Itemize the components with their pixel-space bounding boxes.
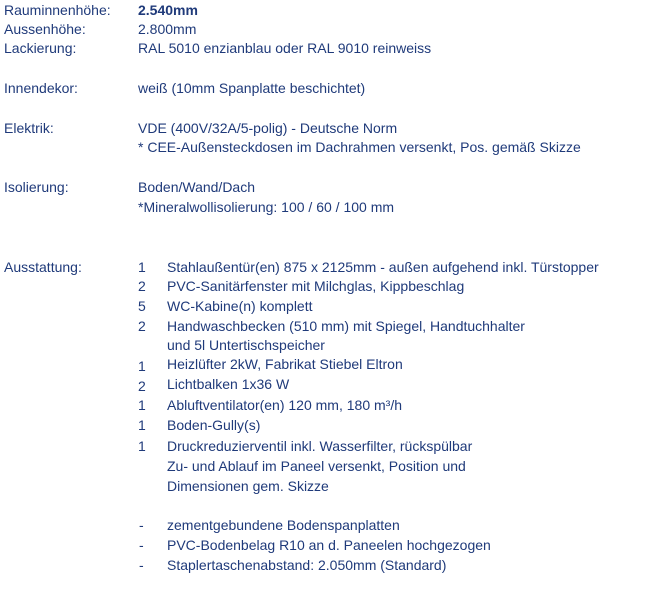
innendekor-label: Innendekor: [4, 80, 78, 96]
equipment-qty: 1 [138, 358, 146, 374]
equipment-text: Lichtbalken 1x36 W [167, 376, 290, 392]
equipment-text-continued: Zu- und Ablauf im Paneel versenkt, Position und [167, 458, 466, 474]
aussenhoehe-value: 2.800mm [138, 21, 197, 37]
ausstattung-label: Ausstattung: [4, 259, 82, 275]
equipment-text: Druckreduzierventil inkl. Wasserfilter, rückspülbar [167, 438, 473, 454]
extra-bullet: - [139, 517, 144, 533]
innendekor-value: weiß (10mm Spanplatte beschichtet) [138, 80, 366, 96]
equipment-qty: 2 [138, 278, 146, 294]
elektrik-label: Elektrik: [4, 120, 54, 136]
extra-bullet: - [139, 557, 144, 573]
aussenhoehe-label: Aussenhöhe: [4, 21, 86, 37]
equipment-qty: 1 [138, 397, 146, 413]
extra-bullet: - [139, 537, 144, 553]
isolierung-line-1: Boden/Wand/Dach [138, 179, 255, 195]
equipment-qty: 5 [138, 298, 146, 314]
equipment-text: Abluftventilator(en) 120 mm, 180 m³/h [167, 397, 402, 413]
equipment-text: Stahlaußentür(en) 875 x 2125mm - außen aufgehend inkl. Türstopper [167, 259, 599, 275]
extra-text: PVC-Bodenbelag R10 an d. Paneelen hochgezogen [167, 537, 491, 553]
equipment-text: Handwaschbecken (510 mm) mit Spiegel, Handtuchhalter [167, 318, 525, 334]
rauminnenhoehe-label: Rauminnenhöhe: [4, 2, 111, 18]
lackierung-label: Lackierung: [4, 40, 77, 56]
equipment-text-continued: und 5l Untertischspeicher [167, 337, 325, 353]
equipment-qty: 1 [138, 259, 146, 275]
equipment-qty: 1 [138, 438, 146, 454]
extra-text: zementgebundene Bodenspanplatten [167, 517, 400, 533]
isolierung-line-2: *Mineralwollisolierung: 100 / 60 / 100 mm [138, 199, 395, 215]
rauminnenhoehe-value: 2.540mm [138, 2, 198, 18]
elektrik-line-2: * CEE-Außensteckdosen im Dachrahmen versenkt, Pos. gemäß Skizze [138, 139, 581, 155]
elektrik-line-1: VDE (400V/32A/5-polig) - Deutsche Norm [138, 120, 398, 136]
equipment-text: Boden-Gully(s) [167, 417, 261, 433]
equipment-text-continued: Dimensionen gem. Skizze [167, 478, 329, 494]
isolierung-label: Isolierung: [4, 179, 69, 195]
equipment-text: WC-Kabine(n) komplett [167, 298, 313, 314]
equipment-qty: 1 [138, 417, 146, 433]
equipment-qty: 2 [138, 318, 146, 334]
equipment-text: Heizlüfter 2kW, Fabrikat Stiebel Eltron [167, 356, 403, 372]
equipment-text: PVC-Sanitärfenster mit Milchglas, Kippbeschlag [167, 278, 465, 294]
extra-text: Staplertaschenabstand: 2.050mm (Standard) [167, 557, 447, 573]
lackierung-value: RAL 5010 enzianblau oder RAL 9010 reinweiss [138, 40, 432, 56]
equipment-qty: 2 [138, 378, 146, 394]
